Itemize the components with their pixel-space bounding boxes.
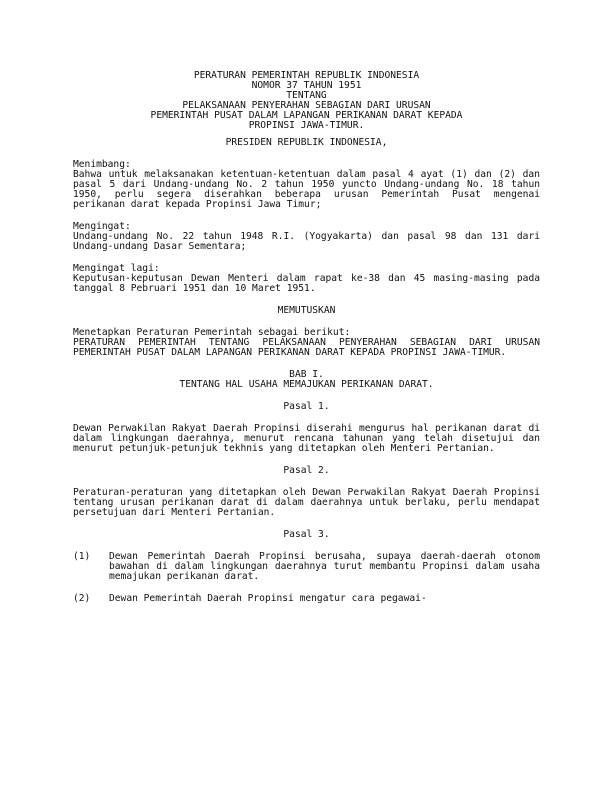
president-line: PRESIDEN REPUBLIK INDONESIA, xyxy=(225,137,388,148)
header-line: PEMERINTAH PUSAT DALAM LAPANGAN PERIKANAN DARAT KEPADA xyxy=(150,110,463,121)
article-heading: Pasal 2. xyxy=(283,465,330,476)
menimbang-text: Bahwa untuk melaksanakan ketentuan-ketentuan dalam pasal 4 ayat (1) dan (2) dan pasal 5 dari Undang-undang No. 2 tahun 1950 yuncto Undang-undang No. 18 tahun 1950, perlu segera diserahkan beberapa urusan Pemerintah Pusat mengenai perikanan darat kepada Propinsi Jawa Timur; xyxy=(73,169,540,210)
header-line: PERATURAN PEMERINTAH REPUBLIK INDONESIA xyxy=(193,70,420,81)
mengingat-lagi-section xyxy=(73,264,540,294)
mengingat-text: Undang-undang No. 22 tahun 1948 R.I. (Yogyakarta) dan pasal 98 dan 131 dari Undang-undang Dasar Sementara; xyxy=(73,231,540,252)
mengingat-lagi-label: Mengingat lagi: xyxy=(73,263,160,274)
chapter-title: TENTANG HAL USAHA MEMAJUKAN PERIKANAN DARAT. xyxy=(179,379,434,390)
header-line: TENTANG xyxy=(286,90,327,101)
mengingat-label: Mengingat: xyxy=(73,221,131,232)
article-text: Peraturan-peraturan yang ditetapkan oleh Dewan Perwakilan Rakyat Daerah Propinsi tentang urusan perikanan darat di dalam daerahnya untuk berlaku, perlu mendapat persetujuan dari Menteri Pertanian. xyxy=(73,487,540,518)
clause-number: (2) xyxy=(73,593,91,604)
clause-text: Dewan Pemerintah Daerah Propinsi berusaha, supaya daerah-daerah otonom bawahan di dalam lingkungan daerahnya turut membantu Propinsi dalam usaha memajukan perikanan darat. xyxy=(109,551,540,582)
article-clause xyxy=(73,552,540,582)
clause-number: (1) xyxy=(73,551,91,562)
menetapkan-text: PERATURAN PEMERINTAH TENTANG PELAKSANAAN PENYERAHAN SEBAGIAN DARI URUSAN PEMERINTAH PUSAT DALAM LAPANGAN PERIKANAN DARAT KEPADA PROPINSI JAWA-TIMUR. xyxy=(73,337,540,358)
article-text: Dewan Perwakilan Rakyat Daerah Propinsi diserahi mengurus hal perikanan darat di dalam lingkungan daerahnya, menurut rencana tahunan yang telah disetujui dan menurut petunjuk-petunjuk tekhnis yang ditetapkan oleh Menteri Pertanian. xyxy=(73,423,540,454)
article-clause xyxy=(73,594,540,604)
header-line: PROPINSI JAWA-TIMUR. xyxy=(248,120,365,131)
menimbang-label: Menimbang: xyxy=(73,159,131,170)
menimbang-section xyxy=(73,160,540,210)
menetapkan-section xyxy=(73,328,540,358)
menetapkan-label: Menetapkan Peraturan Pemerintah sebagai berikut: xyxy=(73,327,351,338)
document-page xyxy=(73,71,540,604)
mengingat-section xyxy=(73,222,540,252)
chapter-heading xyxy=(73,370,540,390)
header-line: NOMOR 37 TAHUN 1951 xyxy=(251,80,362,91)
mengingat-lagi-text: Keputusan-keputusan Dewan Menteri dalam rapat ke-38 dan 45 masing-masing pada tanggal 8 Pebruari 1951 dan 10 Maret 1951. xyxy=(73,273,540,294)
chapter-number: BAB I. xyxy=(289,369,324,380)
article-heading: Pasal 3. xyxy=(283,529,330,540)
header-line: PELAKSANAAN PENYERAHAN SEBAGIAN DARI URUSAN xyxy=(182,100,431,111)
document-header xyxy=(73,71,540,131)
article-heading: Pasal 1. xyxy=(283,401,330,412)
clause-text: Dewan Pemerintah Daerah Propinsi mengatur cara pegawai- xyxy=(109,593,427,604)
memutuskan-heading: MEMUTUSKAN xyxy=(277,305,336,316)
